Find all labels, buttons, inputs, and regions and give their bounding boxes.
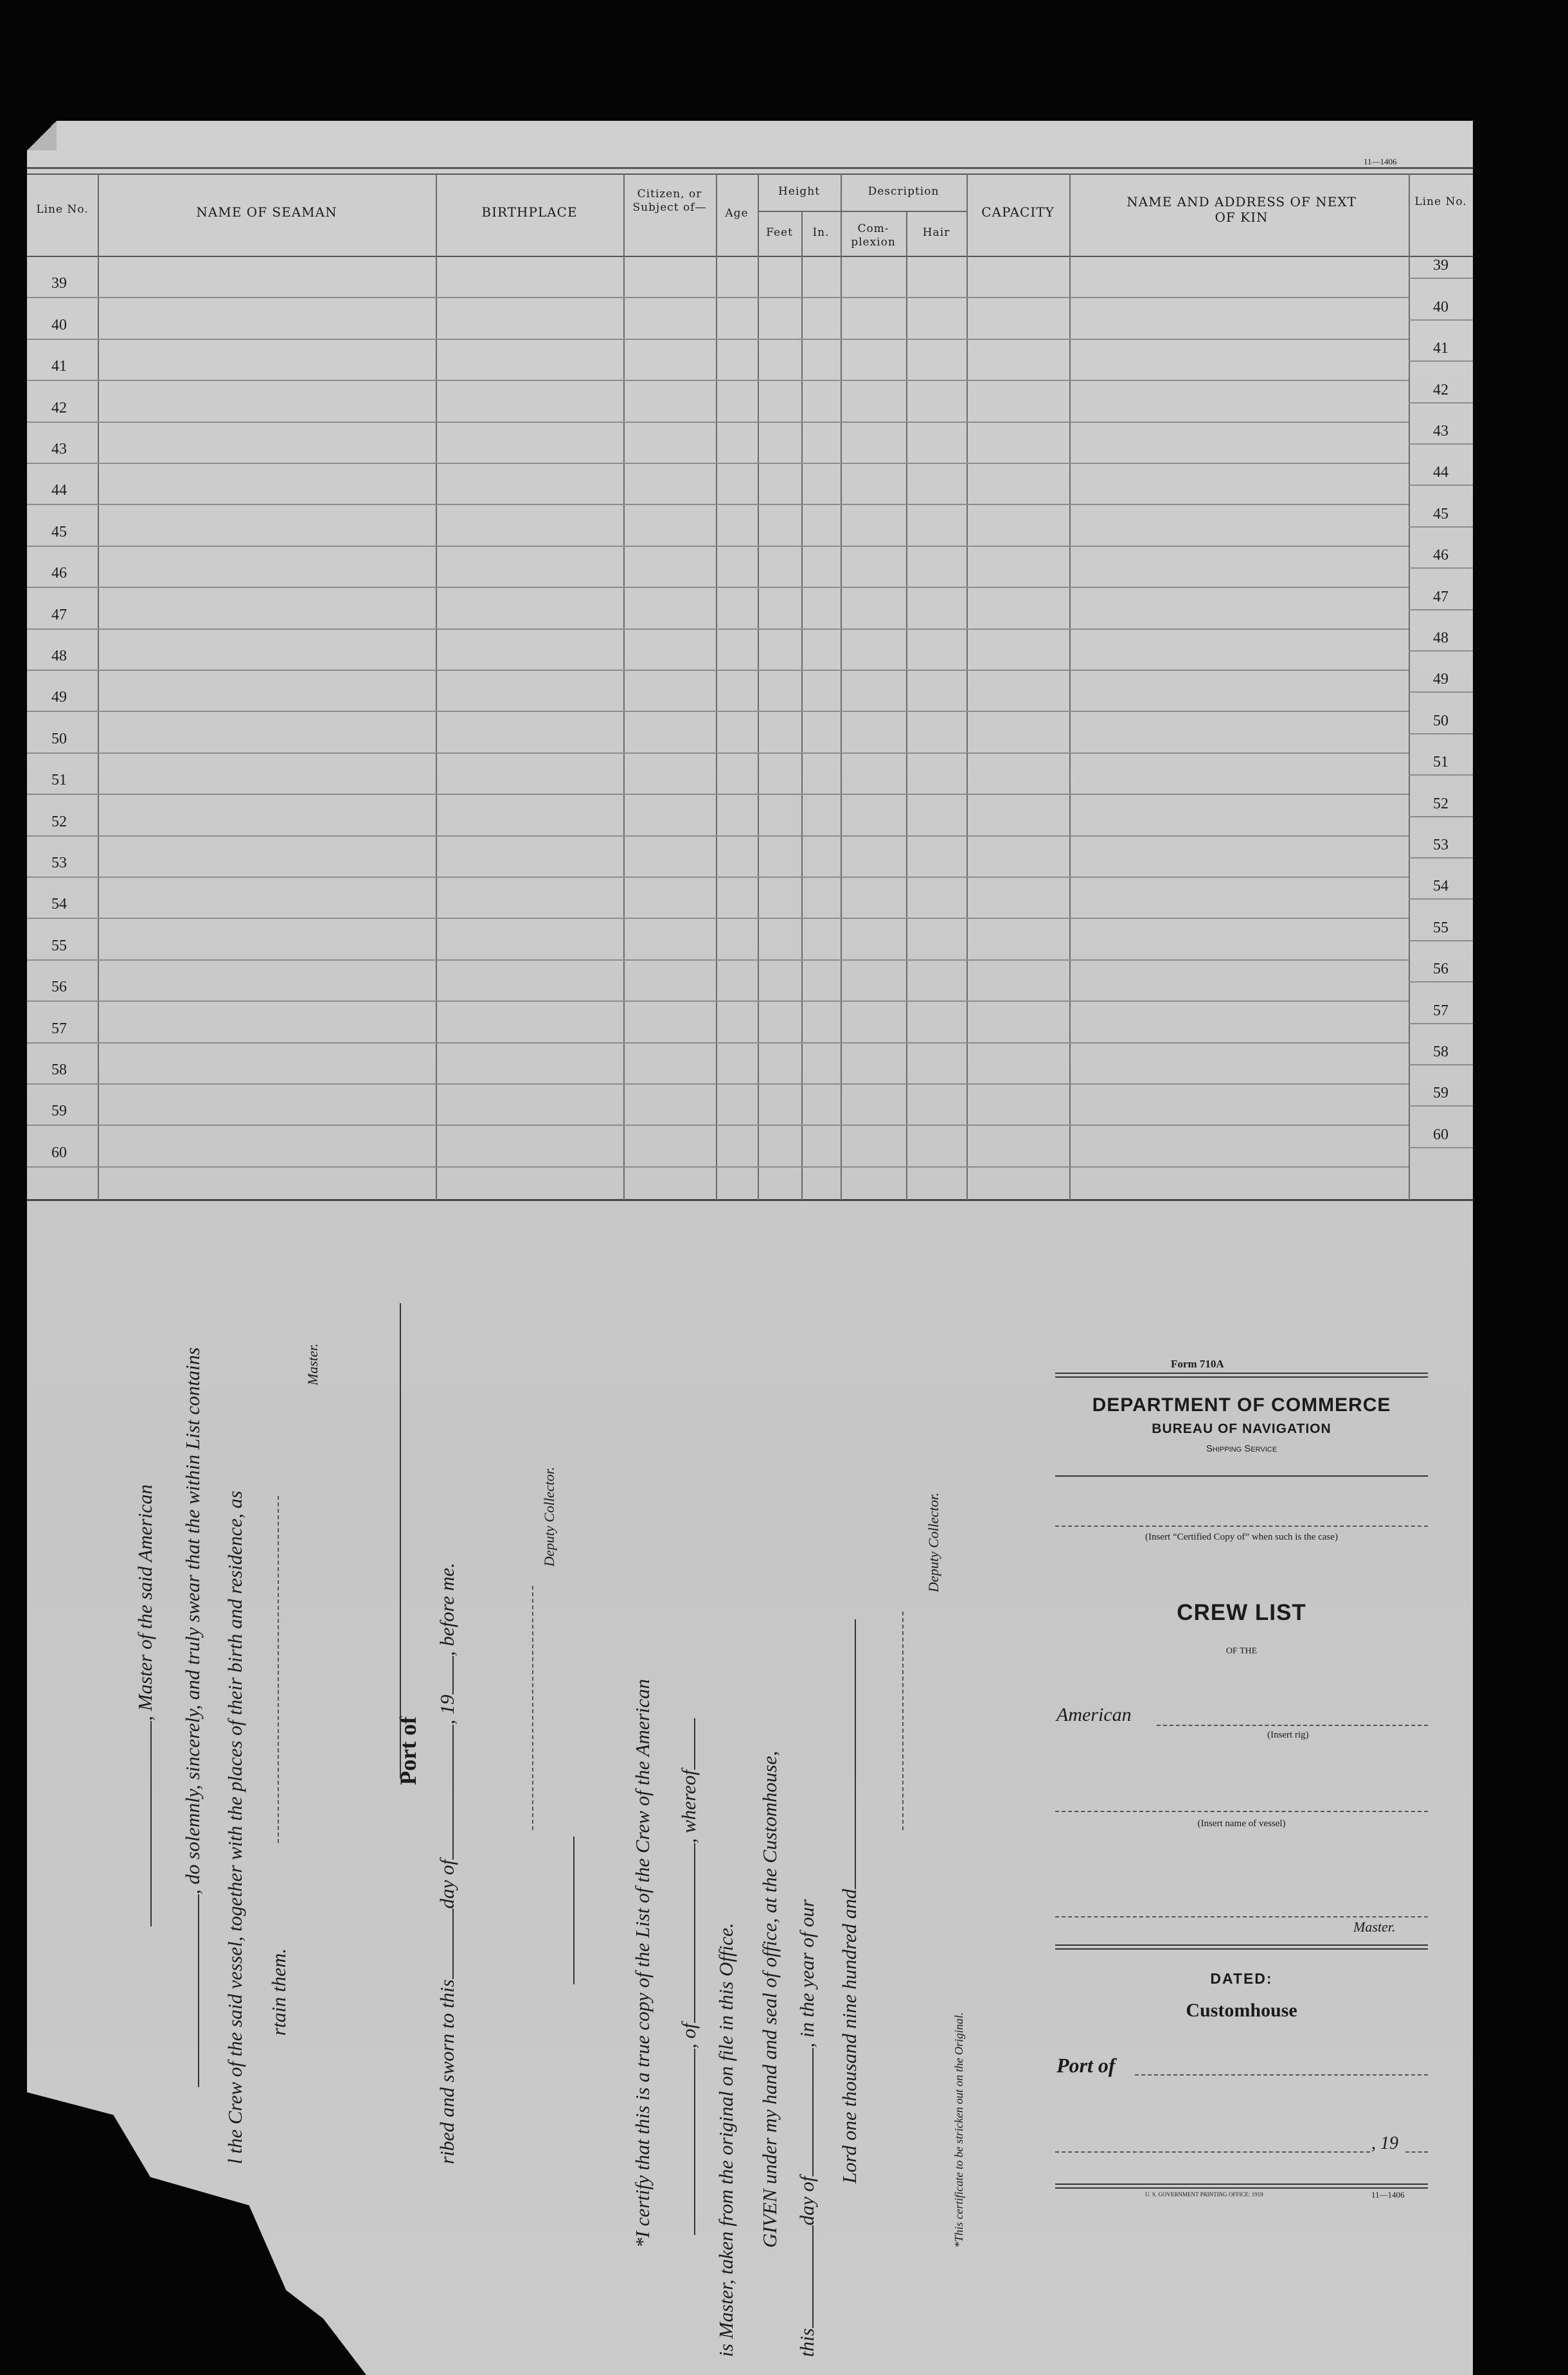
row-divider	[27, 1083, 1409, 1085]
cover-year: , 19	[1371, 2133, 1398, 2153]
row-line-number: 59	[51, 1103, 67, 1119]
row-line-number-right: 56	[1433, 961, 1448, 977]
row-divider	[27, 918, 1409, 919]
header-height: Height	[778, 185, 820, 198]
row-line-number: 42	[51, 400, 67, 416]
american-label: American	[1056, 1704, 1132, 1725]
row-line-number: 58	[51, 1062, 67, 1078]
row-line-number: 57	[51, 1020, 67, 1037]
cover-form-code: 11—1406	[1371, 2190, 1405, 2200]
row-line-number-right: 60	[1433, 1126, 1448, 1143]
row-divider-right	[1409, 360, 1473, 362]
row-line-number-right: 59	[1433, 1085, 1448, 1101]
row-line-number-right: 48	[1433, 630, 1448, 646]
row-divider	[27, 628, 1409, 630]
row-line-number-right: 50	[1433, 713, 1448, 729]
of-the-label: OF THE	[1225, 1646, 1258, 1656]
row-line-number: 51	[51, 772, 67, 788]
row-line-number: 40	[51, 317, 67, 334]
row-line-number-right: 53	[1433, 837, 1448, 853]
header-complexion: Com-plexion	[851, 222, 896, 249]
row-divider-right	[1409, 278, 1473, 279]
row-line-number-right: 43	[1433, 423, 1448, 440]
folded-corner	[27, 121, 57, 150]
row-line-number: 47	[51, 607, 67, 623]
row-divider	[27, 876, 1409, 878]
row-line-number: 56	[51, 979, 67, 995]
cover-port-of: Port of	[1056, 2054, 1116, 2077]
row-line-number: 60	[51, 1144, 67, 1161]
header-line-no-right: Line No.	[1414, 195, 1467, 208]
oath-deputy-collector: Deputy Collector.	[541, 1466, 557, 1567]
oath-master-label: Master.	[305, 1343, 321, 1385]
header-citizen: Citizen, or Subject of—	[632, 188, 707, 215]
row-line-number-right: 40	[1433, 299, 1448, 316]
oath-subscribed: ribed and sworn to thisday of, 19, before me.	[436, 1563, 458, 2164]
row-line-number: 44	[51, 482, 67, 499]
oath-port-of: Port of	[395, 1716, 421, 1785]
row-line-number: 54	[51, 896, 67, 912]
service-title: Shipping Service	[1206, 1443, 1278, 1454]
oath-line-2: , do solemnly, sincerely, and truly swear that the within List contains	[181, 1348, 204, 2087]
row-divider-right	[1409, 567, 1473, 569]
row-line-number: 49	[51, 689, 67, 706]
row-divider-right	[1409, 1064, 1473, 1065]
cert-line-3: is Master, taken from the original on file in this Office.	[715, 1923, 737, 2357]
row-divider	[27, 380, 1409, 381]
cert-footnote: *This certificate to be stricken out on the Original.	[952, 2012, 965, 2248]
row-line-number-right: 49	[1433, 671, 1448, 688]
row-line-number: 41	[51, 358, 67, 375]
row-divider-right	[1409, 940, 1473, 941]
row-divider	[27, 463, 1409, 464]
insert-certified-note: (Insert “Certified Copy of” when such is the case)	[1145, 1532, 1338, 1542]
row-divider	[27, 587, 1409, 588]
row-line-number-right: 58	[1433, 1044, 1448, 1060]
row-line-number-right: 54	[1433, 878, 1448, 894]
row-line-number-right: 47	[1433, 589, 1448, 605]
row-line-number-right: 57	[1433, 1002, 1448, 1019]
row-line-number: 55	[51, 938, 67, 954]
cert-line-6: Lord one thousand nine hundred and	[838, 1619, 861, 2184]
row-divider	[27, 1125, 1409, 1126]
row-divider	[27, 1042, 1409, 1044]
row-line-number-right: 45	[1433, 506, 1448, 522]
header-hair: Hair	[922, 226, 950, 239]
row-divider	[27, 1166, 1409, 1168]
row-line-number: 50	[51, 731, 67, 747]
row-divider-right	[1409, 816, 1473, 817]
row-line-number: 45	[51, 524, 67, 540]
header-line-no: Line No.	[36, 203, 89, 216]
header-feet: Feet	[766, 226, 793, 239]
crew-list-sheet	[27, 121, 1473, 2375]
row-divider-right	[1409, 733, 1473, 734]
header-description: Description	[868, 185, 940, 198]
row-line-number: 43	[51, 441, 67, 458]
crew-list-title: CREW LIST	[1177, 1600, 1306, 1625]
row-divider	[27, 422, 1409, 423]
row-line-number-right: 44	[1433, 464, 1448, 481]
dated-label: DATED:	[1210, 1970, 1273, 1987]
row-line-number-right: 51	[1433, 754, 1448, 770]
row-divider-right	[1409, 485, 1473, 486]
insert-name-note: (Insert name of vessel)	[1197, 1819, 1286, 1829]
row-divider-right	[1409, 650, 1473, 652]
row-divider	[27, 670, 1409, 671]
row-divider-right	[1409, 774, 1473, 776]
form-code-top: 11—1406	[1364, 157, 1397, 166]
header-capacity: CAPACITY	[981, 204, 1055, 220]
oath-line-1: , Master of the said American	[134, 1484, 157, 1926]
row-divider-right	[1409, 319, 1473, 321]
row-divider	[27, 297, 1409, 298]
row-divider	[27, 339, 1409, 340]
bureau-title: BUREAU OF NAVIGATION	[1152, 1421, 1332, 1436]
row-divider-right	[1409, 1105, 1473, 1107]
row-divider-right	[1409, 609, 1473, 610]
row-divider	[27, 752, 1409, 754]
header-name-of-seaman: NAME OF SEAMAN	[196, 204, 337, 220]
form-number: Form 710A	[1171, 1358, 1224, 1370]
row-divider-right	[1409, 443, 1473, 445]
row-divider-right	[1409, 981, 1473, 983]
row-divider-right	[1409, 1147, 1473, 1148]
row-line-number: 48	[51, 648, 67, 664]
header-birthplace: BIRTHPLACE	[481, 204, 578, 220]
row-line-number-right: 52	[1433, 796, 1448, 812]
row-divider	[27, 711, 1409, 712]
header-inches: In.	[812, 226, 830, 239]
row-divider	[27, 1001, 1409, 1002]
printer-imprint: U. S. GOVERNMENT PRINTING OFFICE: 1919	[1145, 2191, 1263, 2198]
torn-edge	[27, 2092, 644, 2375]
row-line-number: 46	[51, 565, 67, 582]
cert-line-1: *I certify that this is a true copy of the List of the Crew of the American	[631, 1678, 654, 2248]
oath-line-4: rtain them.	[267, 1948, 290, 2036]
cover-master-label: Master.	[1353, 1919, 1396, 1935]
row-divider	[27, 794, 1409, 795]
insert-rig-note: (Insert rig)	[1267, 1730, 1309, 1740]
row-line-number: 39	[51, 275, 67, 292]
row-line-number: 52	[51, 814, 67, 830]
row-divider	[27, 959, 1409, 961]
oath-line-3: l the Crew of the said vessel, together with the places of their birth and residence, as	[224, 1490, 246, 2164]
row-divider-right	[1409, 526, 1473, 528]
cert-line-5: thisday of, in the year of our	[796, 1899, 818, 2357]
row-line-number-right: 42	[1433, 382, 1448, 398]
row-line-number: 53	[51, 855, 67, 871]
row-divider-right	[1409, 691, 1473, 693]
department-title: DEPARTMENT OF COMMERCE	[1092, 1394, 1391, 1416]
row-line-number-right: 55	[1433, 920, 1448, 936]
row-line-number-right: 41	[1433, 340, 1448, 357]
row-divider-right	[1409, 1023, 1473, 1024]
row-divider	[27, 546, 1409, 547]
header-next-of-kin: NAME AND ADDRESS OF NEXT OF KIN	[1127, 194, 1357, 225]
row-line-number-right: 39	[1433, 257, 1448, 274]
row-divider	[27, 835, 1409, 837]
row-divider	[27, 504, 1409, 505]
cert-deputy-collector: Deputy Collector.	[925, 1492, 941, 1592]
row-line-number-right: 46	[1433, 547, 1448, 564]
customhouse-label: Customhouse	[1186, 2000, 1297, 2021]
cert-line-2: , of, whereof	[677, 1718, 700, 2235]
row-divider-right	[1409, 857, 1473, 858]
row-divider-right	[1409, 898, 1473, 900]
header-age: Age	[725, 207, 749, 220]
cert-line-4: GIVEN under my hand and seal of office, at the Customhouse,	[758, 1750, 781, 2248]
row-divider-right	[1409, 402, 1473, 404]
